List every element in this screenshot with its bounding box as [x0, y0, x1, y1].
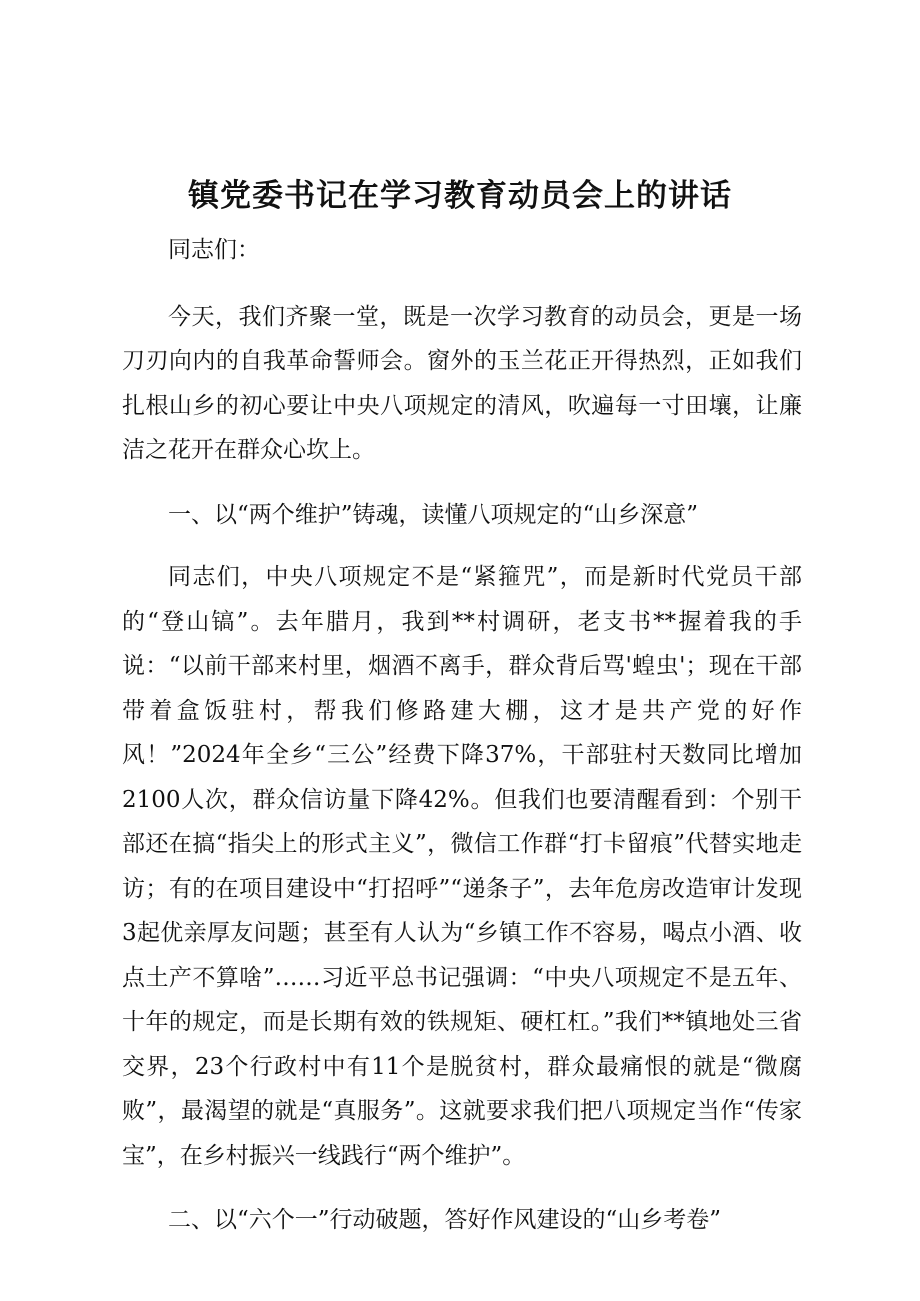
document-title: 镇党委书记在学习教育动员会上的讲话 — [188, 178, 732, 214]
intro-paragraph: 今天，我们齐聚一堂，既是一次学习教育的动员会，更是一场刀刃向内的自我革命誓师会。窗外的玉兰花正开得热烈，正如我们扎根山乡的初心要让中央八项规定的清风，吹遍每一寸田壤，让廉洁之花开在群众心坎上。 — [122, 303, 802, 463]
salutation: 同志们： — [168, 237, 260, 263]
section-heading-1: 一、以“两个维护”铸魂，读懂八项规定的“山乡深意” — [168, 501, 699, 528]
body-paragraph: 同志们，中央八项规定不是“紧箍咒”，而是新时代党员干部的“登山镐”。去年腊月，我到**村调研，老支书**握着我的手说：“以前干部来村里，烟酒不离手，群众背后骂'蝗虫'；现在干部带着盒饭驻村，帮我们修路建大棚，这才是共产党的好作风！”2024年全乡“三公”经费下降37%，干部驻村天数同比增加2100人次，群众信访量下降42%。但我们也要清醒看到：个别干部还在搞“指尖上的形式主义”，微信工作群“打卡留痕”代替实地走访；有的在项目建设中“打招呼”“递条子”，去年危房改造审计发现3起优亲厚友问题；甚至有人认为“乡镇工作不容易，喝点小酒、收点土产不算啥”……习近平总书记强调：“中央八项规定不是五年、十年的规定，而是长期有效的铁规矩、硬杠杠。”我们**镇地处三省交界，23个行政村中有11个是脱贫村，群众最痛恨的就是“微腐败”，最渴望的就是“真服务”。这就要求我们把八项规定当作“传家宝”，在乡村振兴一线践行“两个维护”。 — [122, 564, 802, 1169]
section-heading-2: 二、以“六个一”行动破题，答好作风建设的“山乡考卷” — [168, 1207, 722, 1233]
document-body — [122, 228, 802, 1261]
